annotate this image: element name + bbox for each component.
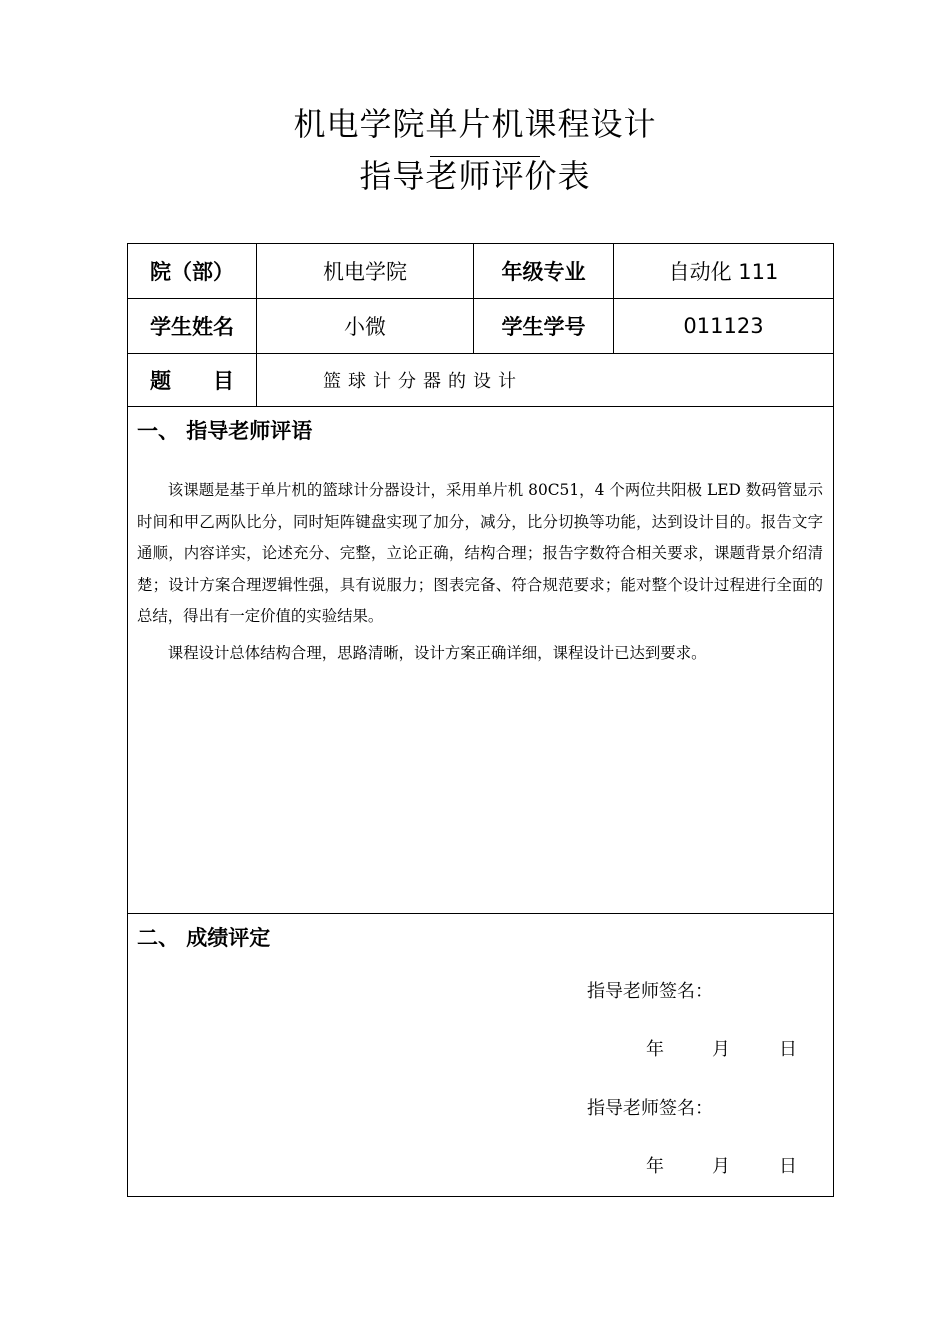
advisor-comment-heading: 一、 指导老师评语 <box>137 419 313 443</box>
department-value: 机电学院 <box>257 244 474 299</box>
student-name-label: 学生姓名 <box>128 299 257 354</box>
student-id-value: 011123 <box>614 299 834 354</box>
advisor-comment-text <box>137 475 823 669</box>
date-year-label: 年 <box>646 1039 664 1060</box>
form-row-department <box>128 244 834 299</box>
date-day-label: 日 <box>779 1039 797 1060</box>
department-label: 院（部） <box>128 244 257 299</box>
comment-paragraph: 该课题是基于单片机的篮球计分器设计，采用单片机 80C51，4 个两位共阳极 LED 数码管显示时间和甲乙两队比分，同时矩阵键盘实现了加分，减分，比分切换等功能，达到设计目的。报告文字通顺，内容详实，论述充分、完整，立论正确，结构合理；报告字数符合相关要求，课题背景介绍清楚；设计方案合理逻辑性强，具有说服力；图表完备、符合规范要求；能对整个设计过程进行全面的总结，得出有一定价值的实验结果。 <box>137 481 823 625</box>
date-month-label: 月 <box>712 1156 730 1177</box>
advisor-signature-label: 指导老师签名： <box>587 981 713 1002</box>
date-day-label: 日 <box>779 1156 797 1177</box>
advisor-signature-label: 指导老师签名： <box>587 1098 713 1119</box>
grade-assessment-heading: 二、 成绩评定 <box>137 926 271 950</box>
document-subtitle: 指导老师评价表 <box>359 157 591 195</box>
document-title: 机电学院单片机课程设计 <box>293 105 657 143</box>
date-month-label: 月 <box>712 1039 730 1060</box>
student-name-value: 小微 <box>257 299 474 354</box>
student-id-label: 学生学号 <box>474 299 614 354</box>
comment-paragraph: 课程设计总体结构合理，思路清晰，设计方案正确详细，课程设计已达到要求。 <box>167 643 707 662</box>
topic-label: 题 目 <box>128 354 257 407</box>
date-year-label: 年 <box>646 1156 664 1177</box>
grade-assessment-section <box>128 914 834 1197</box>
form-row-student <box>128 299 834 354</box>
grade-major-label: 年级专业 <box>474 244 614 299</box>
evaluation-form <box>127 243 834 1197</box>
form-row-comments <box>128 407 834 914</box>
grade-major-value: 自动化 111 <box>614 244 834 299</box>
form-row-topic <box>128 354 834 407</box>
form-row-grade <box>128 914 834 1197</box>
topic-value: 篮球计分器的设计 <box>257 354 834 407</box>
